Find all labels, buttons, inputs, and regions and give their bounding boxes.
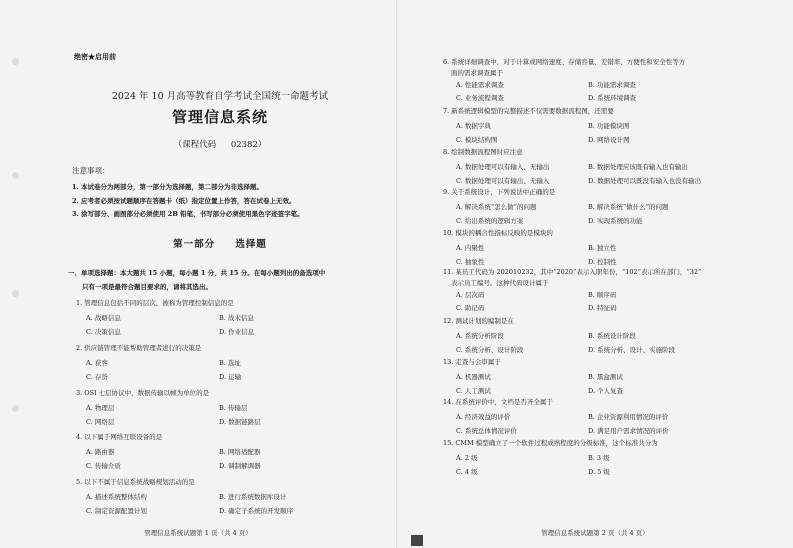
part-title bbox=[60, 236, 380, 250]
option-b: B. 战术信息 bbox=[219, 314, 254, 322]
option-a: A. 描述系统整体结构 bbox=[86, 493, 147, 502]
option-b: B. 企业资源利用情况的评价 bbox=[588, 413, 669, 421]
option-a: A. 层次码 bbox=[456, 291, 485, 299]
question-stem: 7. 新系统逻辑模型的完整描述不仅需要数据流程图，还需要 bbox=[443, 107, 614, 115]
question-stem: 2. 供应链管理不能帮助管理者进行的决策是 bbox=[76, 343, 202, 352]
page-footer: 管理信息系统试题第 2 页（共 4 页） bbox=[541, 529, 649, 537]
question-stem-line: 面的需求调查属于 bbox=[451, 68, 503, 77]
option-d: D. 实现系统的功能 bbox=[588, 217, 643, 225]
option-d: D. 满足用户需求情况的评价 bbox=[588, 427, 669, 435]
question-11 bbox=[397, 267, 793, 315]
question-stem: 15. CMM 模型确立了一个软件过程成熟程度的分级标准，这个标准共分为 bbox=[443, 438, 658, 447]
question-stem: 1. 管理信息包括不同的层次，被称为管理控制信息的是 bbox=[76, 299, 234, 307]
option-c: C. 给出系统的逻辑方案 bbox=[456, 217, 524, 225]
option-a: A. 系统分析阶段 bbox=[456, 332, 504, 340]
question-stem-line: 11. 某员工代码为 202010232，其中“2020”表示入职年份，“102”表示所在部门，“32” bbox=[443, 268, 702, 276]
question-stem: 14. 在系统评价中，文档是否齐全属于 bbox=[443, 398, 553, 406]
notes-list bbox=[72, 181, 372, 222]
question-stem: 4. 以下属于网络互联设备的是 bbox=[76, 433, 163, 442]
option-c: C. 系统总体情况评价 bbox=[456, 427, 517, 435]
option-a: A. 物理层 bbox=[86, 403, 115, 412]
option-b: B. 系统设计阶段 bbox=[588, 332, 636, 340]
question-9 bbox=[397, 186, 793, 227]
exam-page-1 bbox=[0, 0, 396, 548]
option-b: B. 网络适配器 bbox=[219, 448, 261, 457]
instruction-line: 只有一项是最符合题目要求的，请将其选出。 bbox=[82, 283, 212, 291]
option-c: C. 存货 bbox=[86, 372, 108, 381]
option-c: C. 制定资源配置计划 bbox=[86, 507, 147, 516]
option-d: D. 运输 bbox=[219, 372, 242, 381]
option-d: D. 数据处理可以既没有输入也没有输出 bbox=[588, 176, 702, 185]
option-a: A. 解决系统“怎么做”的问题 bbox=[456, 203, 537, 211]
option-a: A. 获客 bbox=[86, 358, 108, 367]
question-15 bbox=[397, 437, 793, 478]
question-3 bbox=[0, 387, 396, 432]
option-b: B. 黑盒测试 bbox=[588, 372, 623, 381]
question-stem: 12. 测试计划的编制是在 bbox=[443, 317, 514, 325]
question-5 bbox=[0, 476, 396, 521]
option-b: B. 解决系统“做什么”的问题 bbox=[588, 203, 669, 211]
question-stem: 8. 绘制数据流程图时应注意 bbox=[443, 147, 523, 156]
subject-title: 管理信息系统 bbox=[171, 108, 268, 126]
question-stem: 13. 走查与会审属于 bbox=[443, 357, 501, 366]
course-code-label: （课程代码 bbox=[173, 140, 217, 150]
question-12 bbox=[397, 315, 793, 356]
option-c: C. 决策信息 bbox=[86, 328, 121, 336]
question-4 bbox=[0, 431, 396, 476]
scan-marker bbox=[411, 535, 423, 546]
page-footer: 管理信息系统试题第 1 页（共 4 页） bbox=[144, 529, 252, 537]
option-d: D. 个人复查 bbox=[588, 386, 624, 395]
option-c: C. 网络层 bbox=[86, 417, 115, 426]
question-stem: 10. 模块的耦合性指标反映的是模块的 bbox=[443, 228, 553, 237]
binding-hole bbox=[12, 290, 19, 297]
option-b: B. 功能模块图 bbox=[588, 122, 630, 130]
option-a: A. 机器测试 bbox=[456, 372, 491, 381]
question-stem-line: 表示员工编号。这种代码设计属于 bbox=[451, 278, 549, 287]
option-b: B. 选址 bbox=[219, 358, 241, 367]
question-stem bbox=[443, 57, 685, 78]
part-title-number: 第一部分 bbox=[173, 239, 216, 250]
option-c: C. 模块结构图 bbox=[456, 136, 498, 144]
binding-hole bbox=[12, 172, 19, 179]
option-a: A. 数据处理可以有输入、无输出 bbox=[456, 162, 550, 171]
question-6 bbox=[397, 57, 793, 105]
option-d: D. 数据链路层 bbox=[219, 417, 261, 426]
note-item: 3. 涂写部分、画图部分必须使用 2B 铅笔，书写部分必须使用黑色字迹签字笔。 bbox=[72, 210, 304, 218]
question-14 bbox=[397, 396, 793, 437]
option-a: A. 内聚性 bbox=[456, 243, 485, 252]
question-list bbox=[397, 57, 793, 477]
question-13 bbox=[397, 356, 793, 397]
question-7 bbox=[397, 105, 793, 146]
option-d: D. 5 级 bbox=[588, 467, 610, 476]
option-c: C. 传输介质 bbox=[86, 462, 121, 471]
option-d: D. 确定子系统的开发顺序 bbox=[219, 507, 294, 516]
question-stem: 3. OSI 七层协议中，数据传输以帧为单位的是 bbox=[76, 388, 210, 397]
option-b: B. 数据处理应该既有输入也有输出 bbox=[588, 162, 688, 171]
option-d: D. 系统环境调查 bbox=[588, 94, 637, 102]
binding-hole bbox=[12, 58, 19, 65]
course-code-value: 02382） bbox=[230, 140, 267, 150]
question-stem: 9. 关于系统设计，下列说法中正确的是 bbox=[443, 188, 556, 196]
question-1 bbox=[0, 297, 396, 342]
question-stem bbox=[443, 267, 701, 288]
part-title-name: 选择题 bbox=[235, 239, 267, 250]
option-c: C. 抽象性 bbox=[456, 257, 485, 266]
option-b: B. 3 级 bbox=[588, 453, 610, 462]
option-a: A. 战略信息 bbox=[86, 314, 121, 322]
question-list bbox=[0, 297, 396, 521]
option-d: D. 控制性 bbox=[588, 257, 617, 266]
option-d: D. 特征码 bbox=[588, 304, 617, 312]
option-d: D. 系统分析、设计、实施阶段 bbox=[588, 346, 676, 354]
option-c: C. 助记码 bbox=[456, 304, 485, 312]
option-a: A. 2 级 bbox=[456, 453, 478, 462]
section-instruction bbox=[68, 266, 373, 294]
option-b: B. 功能需求调查 bbox=[588, 81, 636, 89]
option-b: B. 独立性 bbox=[588, 243, 617, 252]
notes-title: 注意事项： bbox=[72, 166, 110, 175]
question-8 bbox=[397, 146, 793, 187]
note-item: 1. 本试卷分为两部分，第一部分为选择题，第二部分为非选择题。 bbox=[72, 183, 264, 191]
note-item: 2. 应考者必须按试题顺序在答题卡（纸）指定位置上作答，答在试卷上无效。 bbox=[72, 196, 296, 205]
option-c: C. 数据处理可以有输出、无输入 bbox=[456, 176, 550, 185]
option-c: C. 系统分析、设计阶段 bbox=[456, 346, 524, 354]
option-d: D. 作业信息 bbox=[219, 328, 255, 336]
option-c: C. 业务流程调查 bbox=[456, 94, 504, 102]
option-b: B. 顺序码 bbox=[588, 291, 617, 299]
option-a: A. 数据字典 bbox=[456, 122, 491, 130]
course-code bbox=[60, 138, 380, 150]
instruction-line: 一、单项选择题：本大题共 15 小题，每小题 1 分，共 15 分。在每小题列出的备选项中 bbox=[68, 269, 326, 277]
option-a: A. 经济效益的评价 bbox=[456, 413, 511, 421]
question-stem-line: 6. 系统详细调查中，对于计算或网络速度、存储容量、差错率、方便性和安全性等方 bbox=[443, 58, 686, 66]
option-a: A. 路由器 bbox=[86, 448, 115, 457]
option-d: D. 调制解调器 bbox=[219, 462, 261, 471]
secret-label: 绝密★启用前 bbox=[74, 52, 116, 61]
option-b: B. 进行系统数据库设计 bbox=[219, 493, 287, 502]
option-b: B. 传输层 bbox=[219, 403, 248, 412]
option-a: A. 性能需求调查 bbox=[456, 81, 504, 89]
exam-title: 2024 年 10 月高等教育自学考试全国统一命题考试 bbox=[111, 91, 329, 102]
option-c: C. 人工测试 bbox=[456, 386, 491, 395]
question-2 bbox=[0, 342, 396, 387]
question-stem: 5. 以下不属于信息系统战略规划活动的是 bbox=[76, 478, 195, 487]
option-d: D. 网络设计图 bbox=[588, 136, 630, 144]
option-c: C. 4 级 bbox=[456, 467, 478, 476]
question-10 bbox=[397, 227, 793, 268]
exam-page-2 bbox=[397, 0, 793, 548]
